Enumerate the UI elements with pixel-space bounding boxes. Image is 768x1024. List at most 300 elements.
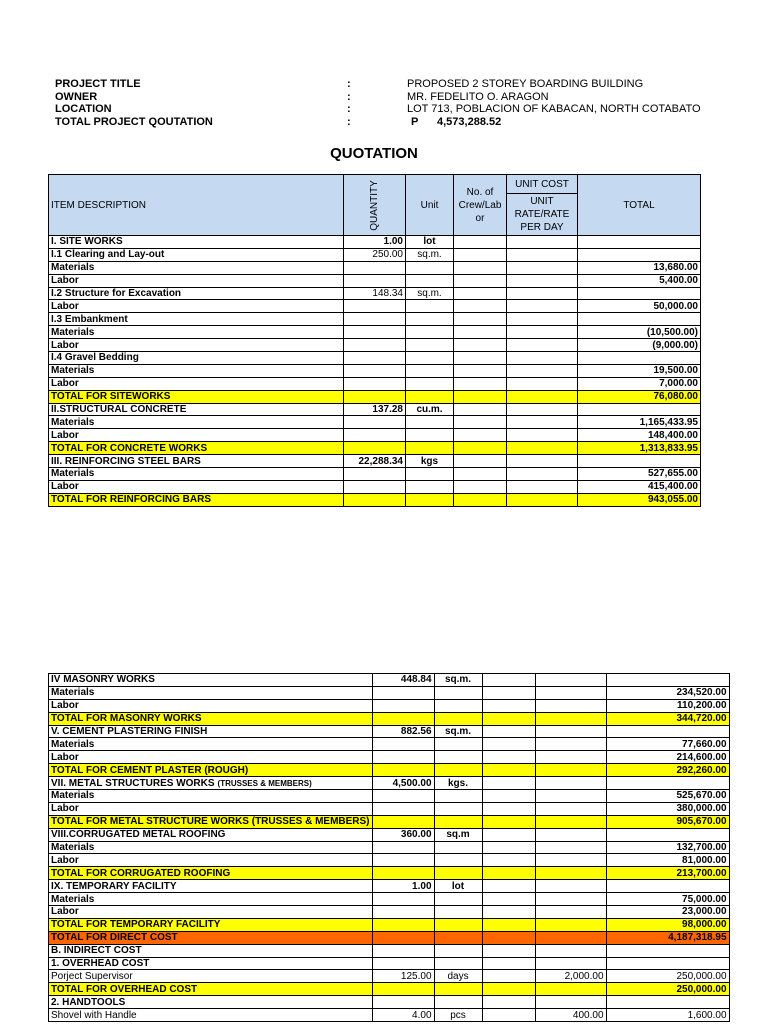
cell-item: Labor [49,699,373,712]
cell-quantity [344,364,406,377]
col-unit-rate: UNIT RATE/RATE PER DAY [507,194,578,236]
quotation-table-2 [48,673,730,1022]
cell-rate [535,893,606,906]
cell-crew [482,777,535,790]
cell-total [606,828,729,841]
cell-unit [434,944,482,957]
cell-item: Labor [49,802,373,815]
cell-item: TOTAL FOR MASONRY WORKS [49,712,373,725]
cell-unit [434,738,482,751]
cell-rate [507,442,578,455]
cell-rate [535,880,606,893]
currency-symbol: P [411,115,419,128]
cell-crew [454,480,507,493]
cell-crew [482,854,535,867]
table-row [49,455,701,468]
cell-crew [482,699,535,712]
cell-rate [507,248,578,261]
cell-total: 5,400.00 [578,274,701,287]
table-row [49,918,730,931]
cell-item: Shovel with Handle [49,1009,373,1022]
header-row [55,116,755,129]
cell-rate [535,764,606,777]
cell-quantity [344,352,406,365]
table-row [49,802,730,815]
cell-crew [454,236,507,249]
cell-unit [434,764,482,777]
cell-rate [535,777,606,790]
cell-rate [507,429,578,442]
cell-rate [535,996,606,1009]
table-row [49,944,730,957]
cell-item: I.2 Structure for Excavation [49,287,344,300]
cell-unit [434,841,482,854]
cell-total: 75,000.00 [606,893,729,906]
cell-item: TOTAL FOR DIRECT COST [49,931,373,944]
table-row [49,854,730,867]
table-row [49,480,701,493]
cell-rate [507,403,578,416]
cell-item: Labor [49,751,373,764]
cell-crew [454,352,507,365]
cell-item: Labor [49,429,344,442]
cell-crew [454,468,507,481]
cell-crew [454,416,507,429]
cell-total: 525,670.00 [606,790,729,803]
cell-item: TOTAL FOR OVERHEAD COST [49,983,373,996]
cell-item: Labor [49,300,344,313]
cell-total: 250,000.00 [606,983,729,996]
cell-unit: sq.m. [434,725,482,738]
cell-total [606,957,729,970]
cell-unit [406,377,454,390]
cell-total [606,777,729,790]
cell-total [578,352,701,365]
cell-unit: cu.m. [406,403,454,416]
cell-crew [454,390,507,403]
cell-rate [507,468,578,481]
cell-total [606,996,729,1009]
cell-crew [454,248,507,261]
cell-item: TOTAL FOR REINFORCING BARS [49,493,344,506]
cell-rate [535,918,606,931]
cell-rate [535,931,606,944]
cell-quantity: 360.00 [372,828,434,841]
cell-unit [406,429,454,442]
cell-quantity [372,686,434,699]
cell-total: 50,000.00 [578,300,701,313]
table-row [49,970,730,983]
cell-item: Materials [49,686,373,699]
cell-total [578,236,701,249]
cell-item: Materials [49,364,344,377]
cell-quantity [344,313,406,326]
table-header-row [49,175,701,194]
cell-total: 292,260.00 [606,764,729,777]
cell-total: 1,165,433.95 [578,416,701,429]
cell-total: 148,400.00 [578,429,701,442]
cell-quantity [372,944,434,957]
header-label: LOCATION [55,103,112,115]
cell-rate [535,828,606,841]
cell-crew [482,957,535,970]
cell-unit [434,854,482,867]
cell-quantity [344,429,406,442]
table-row [49,339,701,352]
table-row [49,867,730,880]
cell-quantity [372,867,434,880]
cell-quantity: 148.34 [344,287,406,300]
cell-quantity [372,764,434,777]
cell-total [578,455,701,468]
table-row [49,313,701,326]
cell-unit [406,300,454,313]
cell-item: Labor [49,339,344,352]
cell-unit [406,326,454,339]
cell-quantity [372,790,434,803]
cell-total [606,944,729,957]
cell-total: 905,670.00 [606,815,729,828]
cell-total [578,287,701,300]
cell-unit: sq.m. [434,674,482,687]
cell-item: II.STRUCTURAL CONCRETE [49,403,344,416]
cell-rate [535,944,606,957]
table-row [49,815,730,828]
total-project-amount: 4,573,288.52 [437,115,502,128]
quotation-table-1 [48,174,701,507]
cell-crew [482,815,535,828]
table-row [49,403,701,416]
cell-item: V. CEMENT PLASTERING FINISH [49,725,373,738]
cell-quantity [344,416,406,429]
table-row [49,686,730,699]
cell-total: (10,500.00) [578,326,701,339]
table-row [49,352,701,365]
cell-quantity [372,841,434,854]
cell-item: VII. METAL STRUCTURES WORKS (TRUSSES & MEMBERS) [49,777,373,790]
cell-total: 943,055.00 [578,493,701,506]
cell-crew [454,300,507,313]
cell-total [606,880,729,893]
table-row [49,738,730,751]
col-quantity: QUANTITY [344,175,406,236]
cell-crew [454,442,507,455]
cell-rate [507,236,578,249]
cell-unit: days [434,970,482,983]
cell-item: I. SITE WORKS [49,236,344,249]
header-row [55,78,755,91]
cell-quantity [344,339,406,352]
cell-item: Labor [49,854,373,867]
cell-quantity [372,854,434,867]
cell-total: 7,000.00 [578,377,701,390]
cell-total [578,313,701,326]
cell-total: 81,000.00 [606,854,729,867]
table-row [49,287,701,300]
cell-total: 250,000.00 [606,970,729,983]
table-row [49,261,701,274]
cell-unit: sq.m. [406,248,454,261]
cell-quantity [372,996,434,1009]
cell-total: 344,720.00 [606,712,729,725]
header-label: PROJECT TITLE [55,78,141,90]
cell-item: Labor [49,377,344,390]
cell-unit [406,352,454,365]
cell-item: Materials [49,468,344,481]
header-colon: : [347,115,351,128]
header-label: OWNER [55,90,98,103]
cell-rate [535,867,606,880]
cell-quantity [372,983,434,996]
header-colon: : [347,103,351,115]
cell-total: 214,600.00 [606,751,729,764]
cell-quantity [372,699,434,712]
cell-item: 1. OVERHEAD COST [49,957,373,970]
cell-rate [535,712,606,725]
cell-quantity: 4,500.00 [372,777,434,790]
cell-crew [482,725,535,738]
cell-quantity: 22,288.34 [344,455,406,468]
cell-crew [454,287,507,300]
cell-rate [507,493,578,506]
cell-rate [535,841,606,854]
table-row [49,377,701,390]
cell-rate [507,455,578,468]
cell-rate [535,957,606,970]
cell-item: Materials [49,326,344,339]
header-row [55,103,755,116]
cell-item: III. REINFORCING STEEL BARS [49,455,344,468]
cell-rate: 400.00 [535,1009,606,1022]
table-row [49,957,730,970]
table-row [49,1009,730,1022]
header-colon: : [347,90,351,103]
cell-rate [507,313,578,326]
cell-item: Materials [49,416,344,429]
table-row [49,429,701,442]
col-total: TOTAL [578,175,701,236]
cell-unit [406,493,454,506]
cell-item: Materials [49,261,344,274]
cell-rate [535,699,606,712]
cell-quantity [372,918,434,931]
table-row [49,828,730,841]
cell-crew [454,455,507,468]
cell-rate [507,261,578,274]
table-row [49,931,730,944]
table-row [49,699,730,712]
cell-unit [434,996,482,1009]
table-row [49,983,730,996]
cell-total: 76,080.00 [578,390,701,403]
cell-rate [507,339,578,352]
cell-rate [535,802,606,815]
cell-quantity [344,274,406,287]
cell-unit [434,790,482,803]
cell-quantity [344,377,406,390]
cell-quantity [344,390,406,403]
cell-crew [482,867,535,880]
cell-quantity [344,326,406,339]
cell-crew [454,274,507,287]
cell-quantity [344,442,406,455]
cell-quantity [372,815,434,828]
cell-item: I.4 Gravel Bedding [49,352,344,365]
cell-crew [482,686,535,699]
cell-total: 77,660.00 [606,738,729,751]
cell-crew [482,674,535,687]
cell-crew [482,790,535,803]
cell-rate [535,686,606,699]
cell-quantity [372,738,434,751]
cell-quantity: 1.00 [372,880,434,893]
cell-rate [535,751,606,764]
cell-quantity: 448.84 [372,674,434,687]
cell-rate [507,377,578,390]
cell-total: 1,313,833.95 [578,442,701,455]
project-header [55,78,755,128]
cell-item: Labor [49,274,344,287]
cell-rate [535,983,606,996]
cell-total [578,248,701,261]
cell-total: 4,187,318.95 [606,931,729,944]
cell-crew [454,313,507,326]
cell-rate [535,725,606,738]
header-colon: : [347,78,351,90]
col-unit-cost: UNIT COST [507,175,578,194]
cell-item: TOTAL FOR METAL STRUCTURE WORKS (TRUSSES & MEMBERS) [49,815,373,828]
cell-unit [434,931,482,944]
table-row [49,416,701,429]
table-row [49,493,701,506]
cell-total: 132,700.00 [606,841,729,854]
cell-quantity: 882.56 [372,725,434,738]
cell-unit [434,712,482,725]
cell-total: 1,600.00 [606,1009,729,1022]
cell-quantity [344,480,406,493]
cell-item: TOTAL FOR SITEWORKS [49,390,344,403]
cell-crew [482,802,535,815]
cell-rate [535,815,606,828]
cell-unit [406,339,454,352]
cell-item: TOTAL FOR CEMENT PLASTER (ROUGH) [49,764,373,777]
col-unit: Unit [406,175,454,236]
cell-item: Labor [49,480,344,493]
cell-unit [406,274,454,287]
cell-item: Materials [49,790,373,803]
cell-total: (9,000.00) [578,339,701,352]
table-row [49,364,701,377]
cell-total: 98,000.00 [606,918,729,931]
header-value: PROPOSED 2 STOREY BOARDING BUILDING [407,78,644,90]
table-row [49,390,701,403]
cell-crew [482,931,535,944]
header-value: MR. FEDELITO O. ARAGON [407,90,549,103]
cell-total: 23,000.00 [606,906,729,919]
cell-crew [482,893,535,906]
cell-crew [482,983,535,996]
cell-crew [482,841,535,854]
table-row [49,764,730,777]
cell-crew [482,918,535,931]
cell-rate [507,326,578,339]
table-row [49,893,730,906]
table-row [49,468,701,481]
cell-rate [507,364,578,377]
cell-unit: kgs. [434,777,482,790]
cell-total: 13,680.00 [578,261,701,274]
cell-crew [454,339,507,352]
cell-item: Materials [49,893,373,906]
table-row [49,442,701,455]
cell-quantity [372,893,434,906]
cell-quantity [372,712,434,725]
cell-quantity [344,493,406,506]
cell-item: IX. TEMPORARY FACILITY [49,880,373,893]
header-label: TOTAL PROJECT QOUTATION [55,115,213,128]
table-row [49,300,701,313]
cell-rate [507,480,578,493]
cell-unit [406,313,454,326]
cell-rate: 2,000.00 [535,970,606,983]
cell-quantity: 1.00 [344,236,406,249]
cell-unit [434,699,482,712]
cell-crew [482,944,535,957]
cell-total [606,725,729,738]
cell-crew [454,403,507,416]
cell-rate [507,390,578,403]
cell-crew [482,996,535,1009]
cell-quantity [372,957,434,970]
cell-quantity [344,300,406,313]
cell-item: Porject Supervisor [49,970,373,983]
cell-crew [482,712,535,725]
table-row [49,326,701,339]
cell-item: IV MASONRY WORKS [49,674,373,687]
table-row [49,725,730,738]
cell-item: TOTAL FOR TEMPORARY FACILITY [49,918,373,931]
cell-rate [535,674,606,687]
cell-total: 415,400.00 [578,480,701,493]
cell-rate [507,416,578,429]
cell-rate [535,738,606,751]
cell-quantity [344,261,406,274]
cell-unit [406,480,454,493]
cell-crew [454,377,507,390]
cell-unit [406,390,454,403]
table-row [49,841,730,854]
cell-item: I.1 Clearing and Lay-out [49,248,344,261]
cell-crew [482,880,535,893]
cell-total [578,403,701,416]
table-row [49,751,730,764]
cell-crew [454,493,507,506]
cell-total: 380,000.00 [606,802,729,815]
cell-crew [482,738,535,751]
cell-rate [507,274,578,287]
cell-quantity: 250.00 [344,248,406,261]
cell-item: B. INDIRECT COST [49,944,373,957]
col-crew: No. of Crew/Lab or [454,175,507,236]
table-row [49,777,730,790]
cell-total: 527,655.00 [578,468,701,481]
cell-unit [406,416,454,429]
cell-unit [434,906,482,919]
cell-unit [434,918,482,931]
cell-quantity: 4.00 [372,1009,434,1022]
cell-unit [434,983,482,996]
page-title: QUOTATION [330,145,418,162]
